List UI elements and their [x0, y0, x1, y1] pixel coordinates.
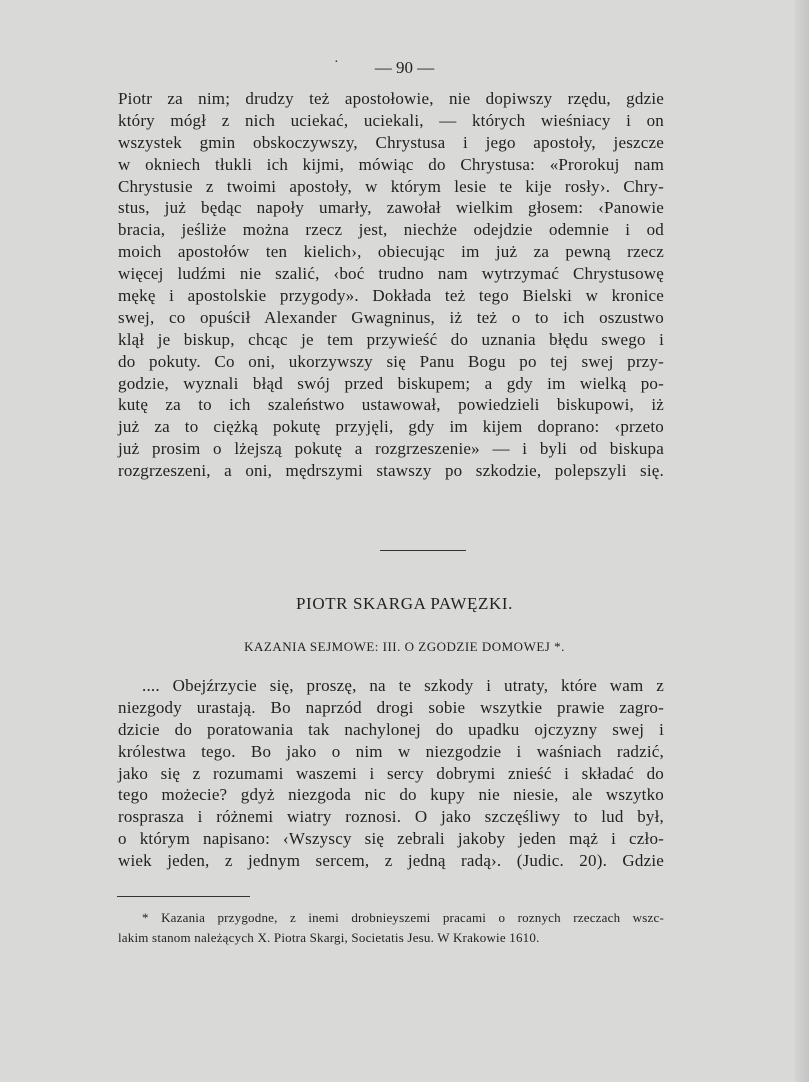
text-line: tego możecie? gdyż niezgoda nic do kupy nie niesie, ale wszytko [118, 785, 664, 805]
text-line: jako się z rozumami waszemi i sercy dobrymi znieść i składać do [118, 763, 664, 783]
page-number: — 90 — [374, 58, 435, 77]
text-line: Piotr za nim; drudzy też apostołowie, nie dopiwszy rzędu, gdzie [118, 89, 664, 108]
text-line: królestwa tego. Bo jako o nim w niezgodzie i waśniach radzić, [118, 741, 664, 761]
paragraph-1 [118, 88, 664, 482]
page-edge-shadow [795, 0, 809, 1082]
section-heading: PIOTR SKARGA PAWĘZKI. [296, 594, 513, 613]
text-line: mękę i apostolskie przygody». Dokłada też tego Bielski w kronice [118, 286, 664, 306]
text-line: wiek jeden, z jednym sercem, z jedną radą›. (Judic. 20). Gdzie [118, 851, 664, 871]
speck: · [334, 55, 339, 70]
text-line: w okniech tłukli ich kijmi, mówiąc do Chrystusa: «Prorokuj nam [118, 154, 664, 174]
text-line: godzie, wyznali błąd swój przed biskupem; a gdy im wielką po- [118, 373, 664, 393]
section-divider [380, 550, 466, 551]
text-line: wszystek gmin obskoczywszy, Chrystusa i jego apostoły, jeszcze [118, 132, 664, 152]
paragraph-2 [118, 675, 664, 872]
footnote-rule [117, 896, 250, 897]
text-line: rosprasza i różnemi wiatry roznosi. O jako szczęśliwy to lud był, [118, 807, 664, 827]
section-subheading: KAZANIA SEJMOWE: III. O ZGODZIE DOMOWEJ *. [244, 639, 565, 654]
text-line: już prosim o lżejszą pokutę a rozgrzeszenie» — i byli od biskupa [118, 439, 664, 459]
text-line: już za to ciężką pokutę przyjęli, gdy im kijem doprano: ‹przeto [118, 417, 664, 437]
text-line: stus, już będąc napoły umarły, zawołał wielkim głosem: ‹Panowie [118, 198, 664, 218]
text-line: klął je biskup, chcąc je tem przywieść do uznania błędu swego i [118, 329, 664, 349]
text-line: moich apostołów ten kielich›, obiecując im już za pewną rzecz [118, 242, 664, 262]
text-line: kutę za to ich szaleństwo ustawował, powiedzieli biskupowi, iż [118, 395, 664, 415]
text-line: rozgrzeszeni, a oni, mędrszymi stawszy po szkodzie, polepszyli się. [118, 461, 664, 481]
text-line: do pokuty. Co oni, ukorzywszy się Panu Bogu po tej swej przy- [118, 351, 664, 371]
text-line: o którym napisano: ‹Wszyscy się zebrali jakoby jeden mąż i czło- [118, 829, 664, 849]
text-line: więcej ludźmi nie szalić, ‹boć trudno nam wytrzymać Chrystusowę [118, 264, 664, 284]
text-line: niezgody urastają. Bo naprzód drogi sobie wszytkie prawie zagro- [118, 697, 664, 717]
footnote [118, 908, 664, 948]
text-line: .... Obejźrzycie się, proszę, na te szkody i utraty, które wam z [142, 676, 664, 695]
text-line: który mógł z nich uciekać, uciekali, — których wieśniacy i on [118, 110, 664, 130]
text-line: lakim stanom należących X. Piotra Skargi, Societatis Jesu. W Krakowie 1610. [118, 930, 540, 945]
text-line: Chrystusie z twoimi apostoły, w którym lesie te kije rosły›. Chry- [118, 176, 664, 196]
text-line: * Kazania przygodne, z inemi drobnieyszemi pracami o roznych rzeczach wszc- [142, 910, 664, 925]
text-line: bracia, jeśliże można rzecz jest, niechże odejdzie odemnie i od [118, 220, 664, 240]
text-line: swej, co opuścił Alexander Gwagninus, iż też o to ich oszustwo [118, 307, 664, 327]
text-line: dzicie do poratowania tak nachylonej do upadku ojczyzny swej i [118, 719, 664, 739]
